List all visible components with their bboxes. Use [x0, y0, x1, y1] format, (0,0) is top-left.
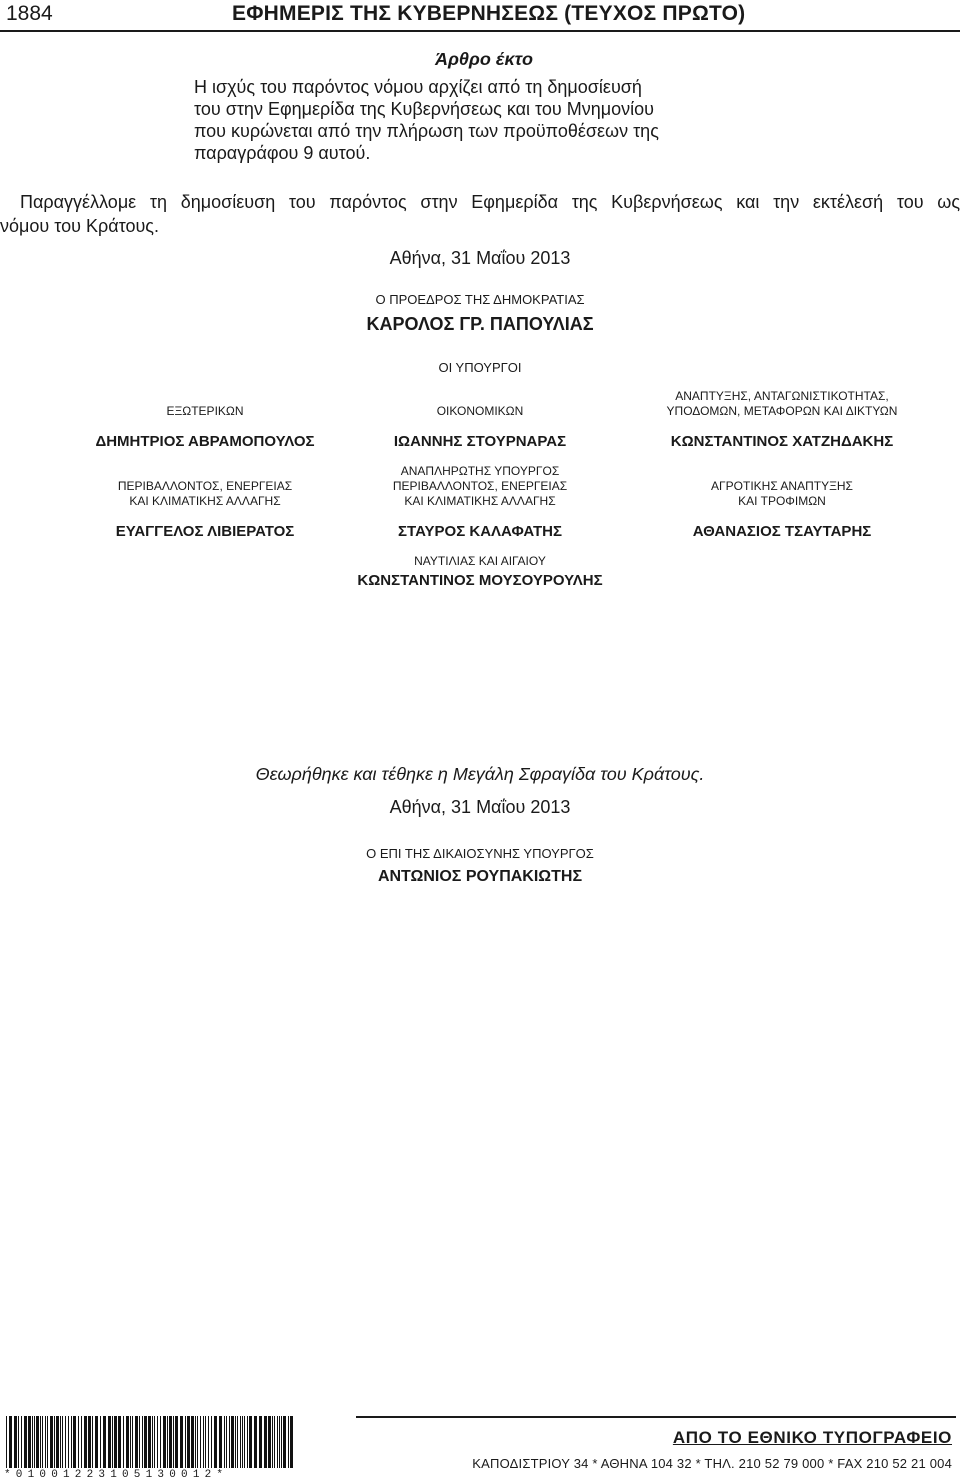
barcode-bar — [68, 1416, 69, 1468]
barcode-bar — [100, 1416, 101, 1468]
barcode-bar — [283, 1416, 286, 1468]
article-line: του στην Εφημερίδα της Κυβερνήσεως και του Μνημονίου — [194, 99, 654, 119]
article-body — [194, 76, 754, 164]
great-seal-note: Θεωρήθηκε και τέθηκε η Μεγάλη Σφραγίδα του Κράτους. — [255, 764, 705, 784]
barcode-bar — [229, 1416, 230, 1468]
minister-shipping — [335, 554, 625, 589]
barcode-bar — [211, 1416, 212, 1468]
barcode-bar — [54, 1416, 55, 1468]
decree-line: νόμου του Κράτους. — [0, 216, 159, 236]
minister-name: ΚΩΝΣΤΑΝΤΙΝΟΣ ΧΑΤΖΗΔΑΚΗΣ — [670, 433, 894, 450]
minister-title: ΕΞΩΤΕΡΙΚΩΝ — [166, 404, 244, 418]
barcode-bar — [157, 1416, 158, 1468]
barcode-bar — [195, 1416, 196, 1468]
barcode-bar — [56, 1416, 59, 1468]
barcode-bar — [173, 1416, 174, 1468]
barcode-bar — [6, 1416, 7, 1468]
barcode-bar — [187, 1416, 190, 1468]
minister-title: ΝΑΥΤΙΛΙΑΣ ΚΑΙ ΑΙΓΑΙΟΥ — [414, 554, 546, 568]
printer-address: ΚΑΠΟΔΙΣΤΡΙΟΥ 34 * ΑΘΗΝΑ 104 32 * ΤΗΛ. 210 52 79 000 * FAX 210 52 21 004 — [472, 1456, 952, 1471]
barcode-bar — [71, 1416, 72, 1468]
barcode-bar — [247, 1416, 248, 1468]
minister-title: ΚΑΙ ΚΛΙΜΑΤΙΚΗΣ ΑΛΛΑΓΗΣ — [129, 494, 281, 508]
barcode-bar — [114, 1416, 117, 1468]
barcode-bar — [290, 1416, 293, 1468]
barcode-bar — [40, 1416, 41, 1468]
barcode-bar — [268, 1416, 271, 1468]
promulgation-decree — [0, 190, 960, 238]
barcode-bar — [47, 1416, 48, 1468]
article-line: που κυρώνεται από την πλήρωση των προϋποθέσεων της — [194, 121, 659, 141]
barcode-bar — [231, 1416, 234, 1468]
gazette-title: ΕΦΗΜΕΡΙΣ ΤΗΣ ΚΥΒΕΡΝΗΣΕΩΣ (ΤΕΥΧΟΣ ΠΡΩΤΟ) — [232, 2, 746, 25]
barcode-bar — [205, 1416, 206, 1468]
barcode-bar — [144, 1416, 147, 1468]
barcode-bar — [32, 1416, 33, 1468]
barcode-bar — [108, 1416, 111, 1468]
minister-title: ΥΠΟΔΟΜΩΝ, ΜΕΤΑΦΟΡΩΝ ΚΑΙ ΔΙΚΤΥΩΝ — [666, 404, 898, 418]
decree-line: Παραγγέλλομε τη δημοσίευση του παρόντος στην Εφημερίδα της Κυβερνήσεως και την εκτέλεσή του ως — [20, 192, 960, 212]
barcode-bar — [152, 1416, 153, 1468]
barcode-bar — [277, 1416, 278, 1468]
barcode-bar — [126, 1416, 129, 1468]
barcode-bar — [274, 1416, 275, 1468]
barcode-bar — [163, 1416, 166, 1468]
barcode-bar — [191, 1416, 194, 1468]
barcode-bar — [24, 1416, 27, 1468]
article-line: Η ισχύς του παρόντος νόμου αρχίζει από τη δημοσίευσή — [194, 77, 642, 97]
barcode-bar — [34, 1416, 35, 1468]
president-name: ΚΑΡΟΛΟΣ ΓΡ. ΠΑΠΟΥΛΙΑΣ — [366, 314, 594, 334]
minister-agriculture — [612, 479, 952, 540]
barcode-bar — [28, 1416, 31, 1468]
barcode-bar — [50, 1416, 53, 1468]
barcode-bar — [224, 1416, 225, 1468]
barcode-bar — [237, 1416, 238, 1468]
barcode-bar — [84, 1416, 87, 1468]
barcode-bar — [154, 1416, 155, 1468]
barcode-bar — [249, 1416, 252, 1468]
article-line: παραγράφου 9 αυτού. — [194, 143, 371, 163]
barcode-bar — [240, 1416, 241, 1468]
barcode-bar — [264, 1416, 267, 1468]
barcode-bar — [148, 1416, 151, 1468]
president-title: Ο ΠΡΟΕΔΡΟΣ ΤΗΣ ΔΗΜΟΚΡΑΤΙΑΣ — [375, 292, 585, 307]
barcode-bar — [88, 1416, 91, 1468]
barcode-bar — [36, 1416, 39, 1468]
minister-name: ΑΘΑΝΑΣΙΟΣ ΤΣΑΥΤΑΡΗΣ — [692, 523, 872, 540]
barcode-bar — [281, 1416, 282, 1468]
barcode-bar — [142, 1416, 143, 1468]
barcode-bar — [160, 1416, 161, 1468]
minister-name: ΣΤΑΥΡΟΣ ΚΑΛΑΦΑΤΗΣ — [398, 523, 562, 540]
minister-title: ΚΑΙ ΤΡΟΦΙΜΩΝ — [738, 494, 826, 508]
minister-title: ΟΙΚΟΝΟΜΙΚΩΝ — [436, 404, 524, 418]
barcode-bar — [180, 1416, 183, 1468]
barcode-bar — [226, 1416, 227, 1468]
footer-divider — [356, 1416, 956, 1418]
barcode-bar — [103, 1416, 106, 1468]
justice-minister-title: Ο ΕΠΙ ΤΗΣ ΔΙΚΑΙΟΣΥΝΗΣ ΥΠΟΥΡΓΟΣ — [366, 846, 594, 861]
barcode-bar — [219, 1416, 222, 1468]
article-title: Άρθρο έκτο — [435, 49, 533, 69]
header-divider — [0, 30, 960, 32]
minister-foreign — [60, 404, 350, 450]
minister-environment — [60, 479, 350, 540]
barcode-bar — [65, 1416, 66, 1468]
barcode-bar — [139, 1416, 140, 1468]
barcode-bars — [4, 1416, 298, 1468]
barcode-bar — [175, 1416, 178, 1468]
barcode-bar — [259, 1416, 262, 1468]
barcode-bar — [242, 1416, 243, 1468]
barcode-bar — [42, 1416, 43, 1468]
minister-development — [612, 389, 952, 450]
seal-date: Αθήνα, 31 Μαΐου 2013 — [389, 797, 571, 817]
barcode-bar — [200, 1416, 201, 1468]
barcode-bar — [9, 1416, 12, 1468]
printer-name: ΑΠΟ ΤΟ ΕΘΝΙΚΟ ΤΥΠΟΓΡΑΦΕΙΟ — [672, 1428, 952, 1447]
barcode-bar — [272, 1416, 273, 1468]
signing-date: Αθήνα, 31 Μαΐου 2013 — [389, 248, 571, 268]
barcode-bar — [132, 1416, 133, 1468]
minister-name: ΔΗΜΗΤΡΙΟΣ ΑΒΡΑΜΟΠΟΥΛΟΣ — [95, 433, 315, 450]
page-number: 1884 — [6, 2, 53, 25]
minister-title: ΑΝΑΠΤΥΞΗΣ, ΑΝΤΑΓΩΝΙΣΤΙΚΟΤΗΤΑΣ, — [675, 389, 889, 403]
barcode-bar — [169, 1416, 172, 1468]
barcode-bar — [81, 1416, 82, 1468]
barcode-bar — [203, 1416, 204, 1468]
minister-title: ΠΕΡΙΒΑΛΛΟΝΤΟΣ, ΕΝΕΡΓΕΙΑΣ — [117, 479, 293, 493]
barcode-bar — [62, 1416, 63, 1468]
barcode-bar — [73, 1416, 76, 1468]
minister-title: ΠΕΡΙΒΑΛΛΟΝΤΟΣ, ΕΝΕΡΓΕΙΑΣ — [392, 479, 568, 493]
barcode-bar — [185, 1416, 186, 1468]
barcode-bar — [21, 1416, 22, 1468]
justice-minister-name: ΑΝΤΩΝΙΟΣ ΡΟΥΠΑΚΙΩΤΗΣ — [377, 868, 583, 885]
barcode-bar — [45, 1416, 46, 1468]
minister-title: ΚΑΙ ΚΛΙΜΑΤΙΚΗΣ ΑΛΛΑΓΗΣ — [404, 494, 556, 508]
minister-name: ΕΥΑΓΓΕΛΟΣ ΛΙΒΙΕΡΑΤΟΣ — [115, 523, 295, 540]
barcode-bar — [118, 1416, 121, 1468]
barcode-bar — [112, 1416, 113, 1468]
barcode-bar — [135, 1416, 138, 1468]
minister-name: ΚΩΝΣΤΑΝΤΙΝΟΣ ΜΟΥΣΟΥΡΟΥΛΗΣ — [357, 572, 603, 589]
barcode-bar — [130, 1416, 131, 1468]
minister-name: ΙΩΑΝΝΗΣ ΣΤΟΥΡΝΑΡΑΣ — [393, 433, 567, 450]
minister-deputy-environment — [335, 464, 625, 540]
barcode-bar — [279, 1416, 280, 1468]
barcode-bar — [60, 1416, 61, 1468]
barcode-bar — [123, 1416, 124, 1468]
barcode-bar — [254, 1416, 257, 1468]
barcode-bar — [235, 1416, 236, 1468]
minister-title: ΑΓΡΟΤΙΚΗΣ ΑΝΑΠΤΥΞΗΣ — [711, 479, 853, 493]
barcode-bar — [214, 1416, 217, 1468]
barcode-bar — [14, 1416, 17, 1468]
barcode-bar — [18, 1416, 19, 1468]
barcode-bar — [167, 1416, 168, 1468]
barcode-bar — [244, 1416, 245, 1468]
minister-finance — [335, 404, 625, 450]
barcode-bar — [92, 1416, 93, 1468]
barcode-bar — [197, 1416, 198, 1468]
barcode-bar — [288, 1416, 289, 1468]
barcode-bar — [208, 1416, 209, 1468]
barcode — [4, 1416, 298, 1481]
ministers-heading: ΟΙ ΥΠΟΥΡΓΟΙ — [438, 360, 522, 375]
minister-title: ΑΝΑΠΛΗΡΩΤΗΣ ΥΠΟΥΡΓΟΣ — [400, 464, 560, 478]
barcode-bar — [78, 1416, 79, 1468]
barcode-bar — [95, 1416, 98, 1468]
barcode-number: *01001223105130012* — [4, 1469, 229, 1481]
